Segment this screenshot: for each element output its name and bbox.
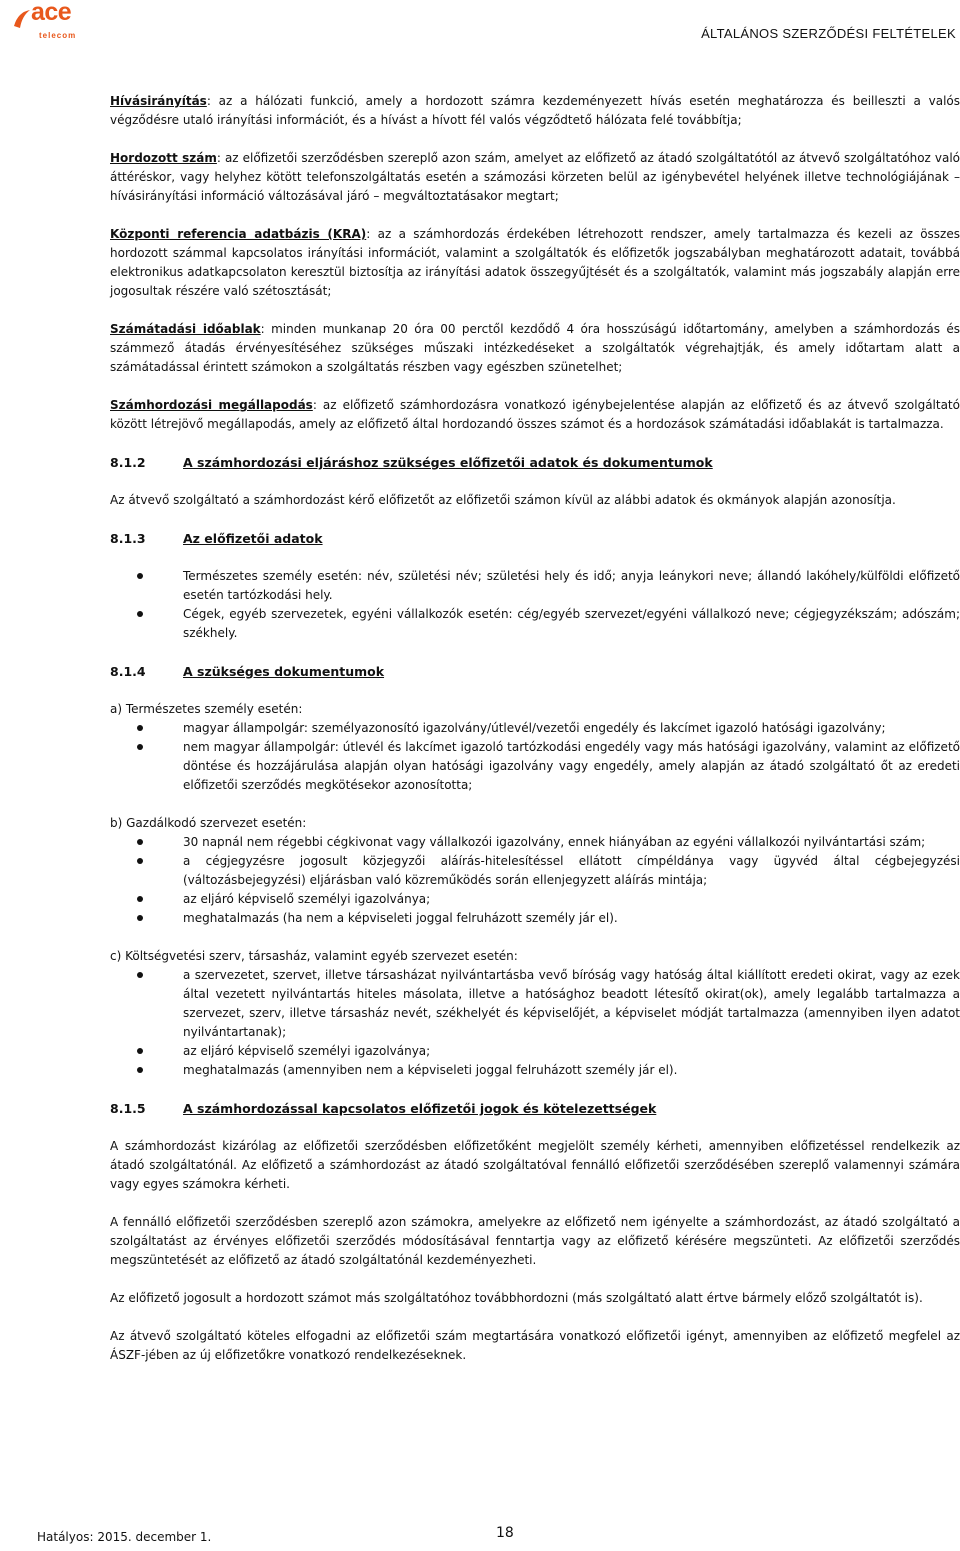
bullet-list-subscriber-data (110, 567, 960, 643)
section-paragraph: Az átvevő szolgáltató köteles elfogadni az előfizetői szám megtartására vonatkozó előfizetői igényt, amennyiben az előfizető megfelel az ÁSZF-jében az új előfizetőkre vonatkozó rendelkezéseknek. (110, 1329, 960, 1362)
list-item: a cégjegyzésre jogosult közjegyzői aláírás-hitelesítéssel ellátott címpéldánya vagy ügyvéd által cégbejegyzési (változásbejegyzési) eljárásban való közreműködés során ellenjegyzett aláírás mintája; (110, 852, 960, 890)
footer-page-number: 18 (496, 1525, 514, 1541)
list-item: meghatalmazás (amennyiben nem a képviseleti joggal felruházott személy jár el). (110, 1061, 960, 1080)
list-item: a szervezetet, szervet, illetve társasházat nyilvántartásba vevő bíróság vagy hatóság által kiállított eredeti okirat, vagy az ezek által vezetett nyilvántartás hiteles másolata, illetve a hatósághoz beadott létesítő okirat(ok), amely legalább tartalmazza a szervezet, szerv, illetve társasház nevét, székhelyét és képviselőjét, a képviselet módját tartalmazza (amennyiben ilyen adatot nyilvántartanak); (110, 966, 960, 1042)
bullet-icon (137, 573, 143, 579)
definition-term: Hívásirányítás (110, 94, 207, 108)
section-paragraph: Az előfizető jogosult a hordozott számot más szolgáltatóhoz továbbhordozni (más szolgáltató alatt értve bármely előző szolgáltatót is). (110, 1291, 923, 1305)
section-number: 8.1.5 (110, 1101, 146, 1116)
definition-term: Számátadási időablak (110, 322, 261, 336)
definition-szamatadasi-idoablak (110, 320, 960, 377)
list-item: Természetes személy esetén: név, születési név; születési hely és idő; anyja leánykori neve; állandó lakóhely/külföldi előfizető esetén tartózkodási hely. (110, 567, 960, 605)
definition-text: : minden munkanap 20 óra 00 perctől kezdődő 4 óra hosszúságú időtartomány, amelyben a számhordozás és számmező átadás érvényesítéséhez szükséges műszaki intézkedéseket a szolgáltatók végrehajtják, és amely időtartam alatt a számátadással érintett számokon a szolgáltatás részben vagy egészben szünetelhet; (110, 322, 960, 374)
definition-hordozott-szam (110, 149, 960, 206)
bullet-icon (137, 915, 143, 921)
definition-text: : az a számhordozás érdekében létrehozott rendszer, amely tartalmazza és kezeli az összes hordozott számmal kapcsolatos irányítási információt, valamint a szolgáltatók és előfizetők jogszabályban meghatározott adatait, továbbá elektronikus adatkapcsolaton keresztül biztosítja az irányítási adatok összegyűjtését és a szolgáltatók, valamint más jogszabály alapján erre jogosultak részére való szétosztását; (110, 227, 960, 298)
bullet-icon (137, 896, 143, 902)
ace-telecom-logo (12, 0, 102, 40)
list-item: 30 napnál nem régebbi cégkivonat vagy vállalkozói igazolvány, ennek hiányában az egyéni vállalkozói nyilvántartási szám; (110, 833, 960, 852)
page-content (110, 92, 960, 1384)
list-item: nem magyar állampolgár: útlevél és lakcímet igazoló tartózkodási engedély vagy más hatósági igazolvány, valamint az előfizető döntése és hozzájárulása alapján olyan hatósági igazolvány vagy engedély, amely alapján az átadó szolgáltató őt az eredeti előfizetői szerződés megkötésekor azonosította; (110, 738, 960, 795)
section-title: Az előfizetői adatok (183, 531, 323, 546)
sublist-label-b: b) Gazdálkodó szervezet esetén: (110, 816, 307, 830)
section-paragraph: A fennálló előfizetői szerződésben szereplő azon számokra, amelyekre az előfizető nem igényelte a számhordozást, az átadó szolgáltató a szolgáltatást az érvényes előfizetői szerződés módosításával fenntartja vagy az előfizető kérésére megszünteti. Az előfizetői szerződés megszüntetését az előfizető az átadó szolgáltatónál kezdeményezheti. (110, 1215, 960, 1267)
section-heading-8-1-2 (110, 453, 960, 472)
section-paragraph: Az átvevő szolgáltató a számhordozást kérő előfizetőt az előfizetői számon kívül az alábbi adatok és okmányok alapján azonosítja. (110, 493, 896, 507)
definition-text: : az előfizető számhordozásra vonatkozó igénybejelentése alapján az előfizető és az átvevő szolgáltató között létrejövő megállapodás, amely az előfizető által hordozandó összes számot és a hordozások számátadási időablakát is tartalmazza. (110, 398, 960, 431)
logo-swoosh-icon (12, 8, 32, 30)
bullet-icon (137, 1048, 143, 1054)
section-number: 8.1.3 (110, 531, 146, 546)
bullet-icon (137, 858, 143, 864)
list-item: meghatalmazás (ha nem a képviseleti joggal felruházott személy jár el). (110, 909, 960, 928)
section-title: A számhordozási eljáráshoz szükséges előfizetői adatok és dokumentumok (183, 455, 713, 470)
section-number: 8.1.2 (110, 455, 146, 470)
bullet-list-a (110, 719, 960, 795)
section-title: A szükséges dokumentumok (183, 664, 385, 679)
logo-text: ace (31, 0, 72, 26)
section-paragraph: A számhordozást kizárólag az előfizetői szerződésben előfizetőként megjelölt személy kérheti, amennyiben előfizetéssel rendelkezik az átadó szolgáltatónál. Az előfizető a számhordozást az átadó szolgáltatóval fennálló előfizetői szerződésében szereplő valamennyi számára vagy egyes számokra kérheti. (110, 1139, 960, 1191)
bullet-list-b (110, 833, 960, 928)
bullet-icon (137, 839, 143, 845)
section-heading-8-1-3 (110, 529, 960, 548)
bullet-icon (137, 725, 143, 731)
definition-hivasiranyitas (110, 92, 960, 130)
list-item: magyar állampolgár: személyazonosító igazolvány/útlevél/vezetői engedély és lakcímet igazoló hatósági igazolvány; (110, 719, 960, 738)
list-item: Cégek, egyéb szervezetek, egyéni vállalkozók esetén: cég/egyéb szervezet/egyéni vállalkozó neve; cégjegyzékszám; adószám; székhely. (110, 605, 960, 643)
bullet-icon (137, 744, 143, 750)
bullet-icon (137, 611, 143, 617)
definition-kra (110, 225, 960, 301)
section-heading-8-1-4 (110, 662, 960, 681)
logo-subtext: telecom (39, 31, 77, 40)
list-item: az eljáró képviselő személyi igazolványa; (110, 1042, 960, 1061)
document-title: ÁLTALÁNOS SZERZŐDÉSI FELTÉTELEK (701, 26, 956, 41)
sublist-label-c: c) Költségvetési szerv, társasház, valamint egyéb szervezet esetén: (110, 949, 518, 963)
definition-text: : az a hálózati funkció, amely a hordozott számra kezdeményezett hívás esetén meghatározza és beilleszti a valós végződésre utaló irányítási információt, és a hívást a hívott fél valós végződtető hálózata felé továbbítja; (110, 94, 960, 127)
bullet-icon (137, 972, 143, 978)
section-heading-8-1-5 (110, 1099, 960, 1118)
bullet-list-c (110, 966, 960, 1080)
bullet-icon (137, 1067, 143, 1073)
definition-text: : az előfizetői szerződésben szereplő azon szám, amelyet az előfizető az átadó szolgáltatótól az átvevő szolgáltatóhoz való áttéréskor, vagy helyhez kötött telefonszolgáltatás esetén a számozási körzeten belül az igénybevétel helyének illetve technológiájának – hívásirányítási információ változásával járó – megváltoztatásakor megtart; (110, 151, 960, 203)
list-item: az eljáró képviselő személyi igazolványa; (110, 890, 960, 909)
page-header (0, 0, 960, 60)
definition-term: Központi referencia adatbázis (KRA) (110, 227, 367, 241)
section-title: A számhordozással kapcsolatos előfizetői jogok és kötelezettségek (183, 1101, 657, 1116)
definition-term: Számhordozási megállapodás (110, 398, 313, 412)
footer-effective-date: Hatályos: 2015. december 1. (37, 1530, 212, 1544)
section-number: 8.1.4 (110, 664, 146, 679)
definition-szamhordozasi-megallapodas (110, 396, 960, 434)
definition-term: Hordozott szám (110, 151, 217, 165)
sublist-label-a: a) Természetes személy esetén: (110, 702, 303, 716)
